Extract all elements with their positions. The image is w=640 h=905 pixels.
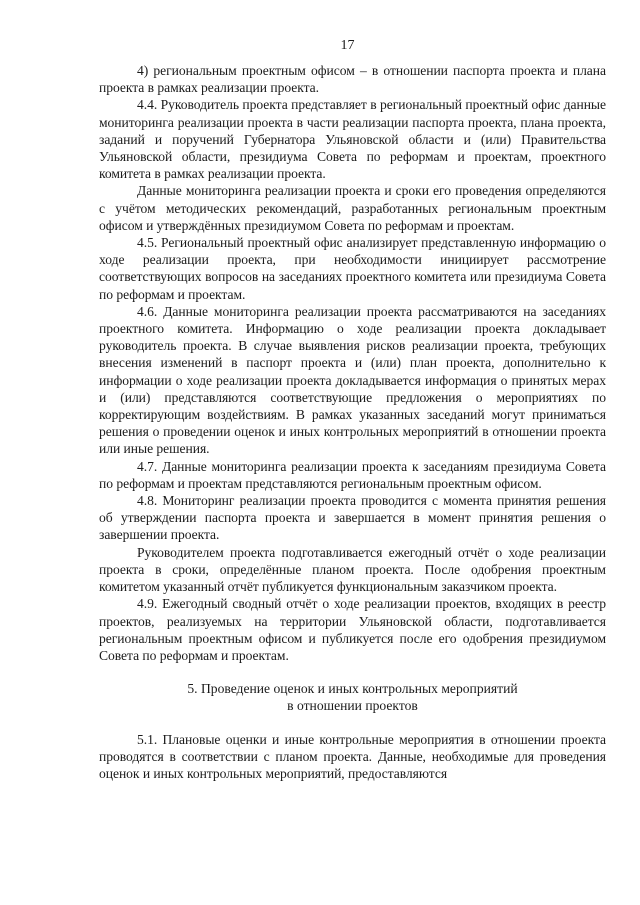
paragraph-4-7: 4.7. Данные мониторинга реализации проекта к заседаниям президиума Совета по реформам и проектам представляются региональным проектным офисом. bbox=[99, 458, 606, 491]
paragraph-4-3-item-4: 4) региональным проектным офисом – в отношении паспорта проекта и плана проекта в рамках реализации проекта. bbox=[99, 63, 606, 96]
section-heading-line-2: в отношении проектов bbox=[287, 698, 418, 714]
paragraph-5-1: 5.1. Плановые оценки и иные контрольные мероприятия в отношении проекта проводятся в соответствии с планом проекта. Данные, необходимые для проведения оценок и иных контрольных мероприятий, предоставляются bbox=[99, 731, 606, 781]
paragraph-4-9: 4.9. Ежегодный сводный отчёт о ходе реализации проектов, входящих в реестр проектов, реализуемых на территории Ульяновской области, подготавливается региональным проектным офисом и публикуется после его одобрения президиумом Совета по реформам и проектам. bbox=[99, 596, 606, 663]
section-heading-line-1: 5. Проведение оценок и иных контрольных мероприятий bbox=[187, 681, 518, 697]
paragraph-4-8-annual-report: Руководителем проекта подготавливается ежегодный отчёт о ходе реализации проекта в сроки, определённые планом проекта. После одобрения проектным комитетом указанный отчёт публикуется функциональным заказчиком проекта. bbox=[99, 544, 606, 595]
section-heading bbox=[99, 680, 606, 714]
page-number: 17 bbox=[340, 38, 355, 53]
paragraph-4-8: 4.8. Мониторинг реализации проекта проводится с момента принятия решения об утверждении паспорта проекта и завершается в момент принятия решения о завершении проекта. bbox=[99, 493, 606, 543]
paragraph-4-6: 4.6. Данные мониторинга реализации проекта рассматриваются на заседаниях проектного комитета. Информацию о ходе реализации проекта докладывает руководитель проекта. В случае выявления рисков реализации проекта, требующих внесения изменений в паспорт проекта и (или) план проекта, дополнительно к информации о ходе реализации проекта докладывается информация о принятых мерах и (или) представляются соответствующие предложения о мероприятиях по корректирующим воздействиям. В рамках указанных заседаний могут приниматься решения о проведении оценок и иных контрольных мероприятий в отношении проекта или иные решения. bbox=[99, 303, 606, 457]
paragraph-4-4-monitoring: Данные мониторинга реализации проекта и сроки его проведения определяются с учётом методических рекомендаций, разработанных региональным проектным офисом и утверждённых президиумом Совета по реформам и проектам. bbox=[99, 183, 606, 233]
paragraph-4-5: 4.5. Региональный проектный офис анализирует представленную информацию о ходе реализации проекта, при необходимости инициирует рассмотрение соответствующих вопросов на заседаниях проектного комитета или президиума Совета по реформам и проектам. bbox=[99, 235, 606, 302]
paragraph-4-4: 4.4. Руководитель проекта представляет в региональный проектный офис данные мониторинга реализации проекта в части реализации паспорта проекта, плана проекта, заданий и поручений Губернатора Ульяновской области и (или) Правительства Ульяновской области, президиума Совета по реформам и проектам, проектного комитета в рамках реализации проекта. bbox=[99, 97, 606, 182]
